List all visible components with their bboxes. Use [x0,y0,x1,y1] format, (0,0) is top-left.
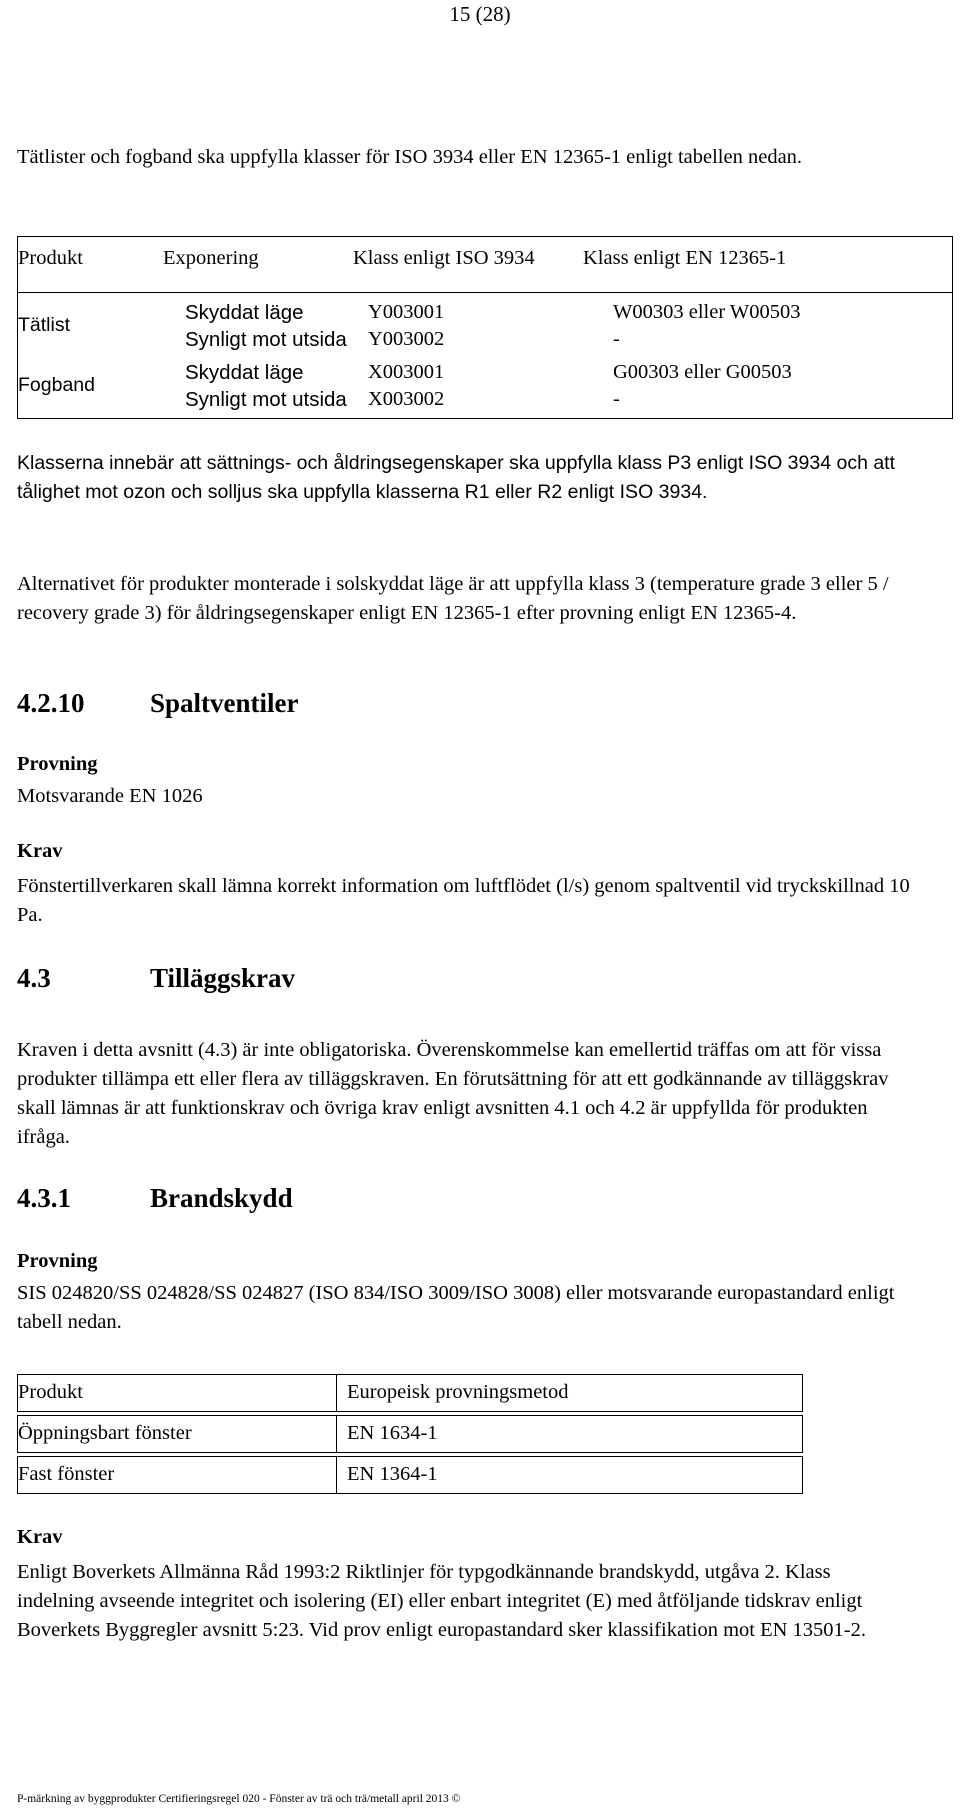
table-cell: Fast fönster [18,1463,115,1485]
section-number: 4.3 [17,963,51,993]
section-title: Brandskydd [150,1183,293,1213]
provning-text: Motsvarande EN 1026 [17,785,203,807]
table-header-exposure: Exponering [163,247,259,269]
table-row [17,1415,803,1453]
row-group-label: Tätlist [18,314,71,336]
row-group-label: Fogband [18,374,95,396]
section-title: Spaltventiler [150,688,299,718]
table-cell: W00303 eller W00503 [613,301,801,323]
page-footer: P-märkning av byggprodukter Certifieringsregel 020 - Fönster av trä och trä/metall april 2013 © [17,1793,461,1805]
table-header-iso-class: Klass enligt ISO 3934 [353,247,535,269]
table-header-en-class: Klass enligt EN 12365-1 [583,247,787,269]
table-cell: EN 1364-1 [347,1463,438,1485]
alternativet-paragraph: Alternativet för produkter monterade i solskyddat läge är att uppfylla klass 3 (temperature grade 3 eller 5 / recovery grade 3) för åldringsegenskaper enligt EN 12365-1 efter provning enligt EN 12365-4. [17,573,889,624]
table-header-product: Produkt [18,247,83,269]
table-header-product: Produkt [18,1381,83,1403]
table-divider [336,1375,337,1411]
section-heading-4-3-1 [17,1183,293,1214]
table-cell: Synligt mot utsida [185,388,347,411]
section-number: 4.3.1 [17,1183,71,1213]
provning-label: Provning [17,1250,98,1272]
table-cell: X003002 [368,388,445,410]
table-divider [18,292,952,293]
table-cell: Öppningsbart fönster [18,1422,192,1444]
table-cell: EN 1634-1 [347,1422,438,1444]
krav-label: Krav [17,840,63,862]
table-cell: Skyddat läge [185,361,304,384]
table-cell: Skyddat läge [185,301,304,324]
klasserna-paragraph: Klasserna innebär att sättnings- och åldringsegenskaper ska uppfylla klass P3 enligt ISO 3934 och att tålighet mot ozon och solljus ska uppfylla klasserna R1 eller R2 enligt ISO 3934. [17,452,896,503]
table-cell: - [613,388,620,410]
table-row [17,1456,803,1494]
table-divider [336,1416,337,1452]
section-heading-4-3 [17,963,295,994]
table-cell: Synligt mot utsida [185,328,347,351]
section-number: 4.2.10 [17,688,85,718]
provning-text: SIS 024820/SS 024828/SS 024827 (ISO 834/ISO 3009/ISO 3008) eller motsvarande europastandard enligt tabell nedan. [17,1282,895,1333]
table-row [17,1374,803,1412]
krav-text: Enligt Boverkets Allmänna Råd 1993:2 Riktlinjer för typgodkännande brandskydd, utgåva 2. Klass indelning avseende integritet och isolering (EI) eller enbart integritet (E) med åtföljande tidskrav enligt Boverkets Byggregler avsnitt 5:23. Vid prov enligt europastandard sker klassifikation mot EN 13501-2. [17,1561,866,1641]
table-cell: X003001 [368,361,445,383]
intro-paragraph: Tätlister och fogband ska uppfylla klasser för ISO 3934 eller EN 12365-1 enligt tabellen nedan. [17,146,803,168]
table-divider [336,1457,337,1493]
tillaggskrav-paragraph: Kraven i detta avsnitt (4.3) är inte obligatoriska. Överenskommelse kan emellertid träffas om att för vissa produkter tillämpa ett eller flera av tilläggskraven. En förutsättning för att ett godkännande av tilläggskrav skall lämnas är att funktionskrav och övriga krav enligt avsnitten 4.1 och 4.2 är uppfyllda för produkten ifråga. [17,1039,889,1148]
seal-classes-table [17,236,953,419]
table-cell: G00303 eller G00503 [613,361,792,383]
provning-label: Provning [17,753,98,775]
krav-label: Krav [17,1526,63,1548]
table-cell: - [613,328,620,350]
page-number: 15 (28) [449,2,511,26]
table-cell: Y003002 [368,328,445,350]
table-cell: Y003001 [368,301,445,323]
section-heading-4-2-10 [17,688,299,719]
section-title: Tilläggskrav [150,963,296,993]
krav-text: Fönstertillverkaren skall lämna korrekt information om luftflödet (l/s) genom spaltventil vid tryckskillnad 10 Pa. [17,875,910,926]
table-header-method: Europeisk provningsmetod [347,1381,569,1403]
